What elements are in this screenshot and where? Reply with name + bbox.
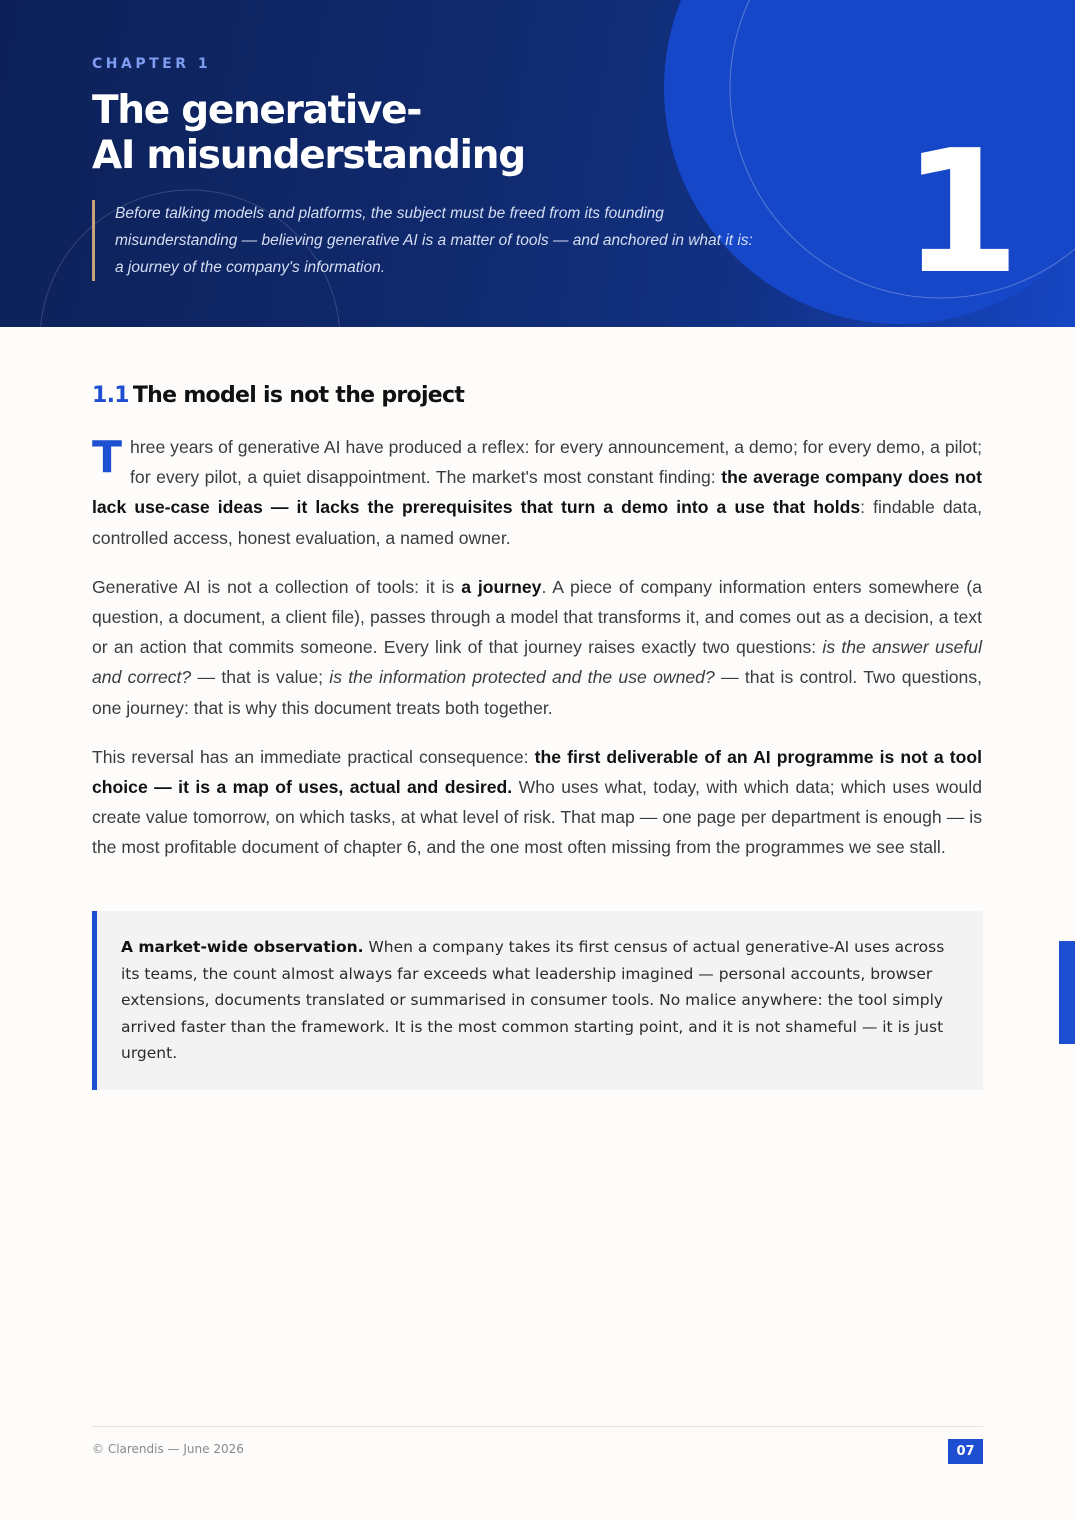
section-number: 1.1 [92,383,129,408]
paragraph-1-bold: the average company does not lack use-case ideas — it lacks the prerequisites that turn a demo into a use that holds [92,467,982,518]
paragraph-2-bold: a journey [461,576,542,597]
paragraph-2-text-b: . A piece of company information enters somewhere (a question, a document, a client file), passes through a model that transforms it, and comes out as a decision, a text or an action that commits someone. Every link of that journey raises exactly two questions: [92,576,982,658]
section-heading [92,383,464,408]
drop-cap: T [92,432,123,483]
body-text [92,432,982,882]
chapter-title [92,88,525,178]
page-number: 07 [948,1439,983,1464]
footer-copyright: © Clarendis — June 2026 [92,1442,244,1456]
paragraph-2 [92,572,982,723]
paragraph-2-text-c: — that is value; [191,667,330,688]
chapter-label: CHAPTER 1 [92,56,212,72]
paragraph-2-italic-2: is the information protected and the use owned? [329,667,715,688]
chapter-number: 1 [902,114,1021,312]
section-title: The model is not the project [132,383,465,408]
paragraph-3 [92,742,982,863]
paragraph-2-text-d: — that is control. Two questions, one journey: that is why this document treats both together. [92,667,983,718]
chapter-header [0,0,1075,327]
callout-heading: A market-wide observation. [121,938,364,956]
paragraph-3-bold: the first deliverable of an AI programme is not a tool choice — it is a map of uses, actual and desired. [92,746,982,798]
chapter-title-line-2: AI misunderstanding [92,133,525,178]
chapter-title-line-1: The generative- [92,88,422,133]
paragraph-2-text-a: Generative AI is not a collection of tools: it is [92,576,462,597]
paragraph-1-text-a: hree years of generative AI have produced a reflex: for every announcement, a demo; for every demo, a pilot; for every pilot, a quiet disappointment. The market's most constant finding: [130,437,982,488]
footer-divider [92,1426,983,1427]
paragraph-3-text-a: This reversal has an immediate practical consequence: [92,746,535,767]
chapter-intro: Before talking models and platforms, the subject must be freed from its founding misunderstanding — believing generative AI is a matter of tools — and anchored in what it is: a journey of the company's information. [92,200,755,281]
paragraph-1-text-b: : findable data, controlled access, honest evaluation, a named owner. [92,497,982,548]
paragraph-2-italic-1: is the answer useful and correct? [92,637,982,688]
side-tab-marker [1059,941,1075,1044]
paragraph-3-text-b: Who uses what, today, with which data; which uses would create value tomorrow, on which tasks, at what level of risk. That map — one page per department is enough — is the most profitable document of chapter 6, and the one most often missing from the programmes we see stall. [92,777,982,858]
paragraph-1 [92,432,982,553]
callout-box [92,911,983,1090]
callout-text: When a company takes its first census of actual generative-AI uses across its teams, the count almost always far exceeds what leadership imagined — personal accounts, browser extensions, documents translated or summarised in consumer tools. No malice anywhere: the tool simply arrived faster than the framework. It is the most common starting point, and it is not shameful — it is just urgent. [121,938,945,1063]
